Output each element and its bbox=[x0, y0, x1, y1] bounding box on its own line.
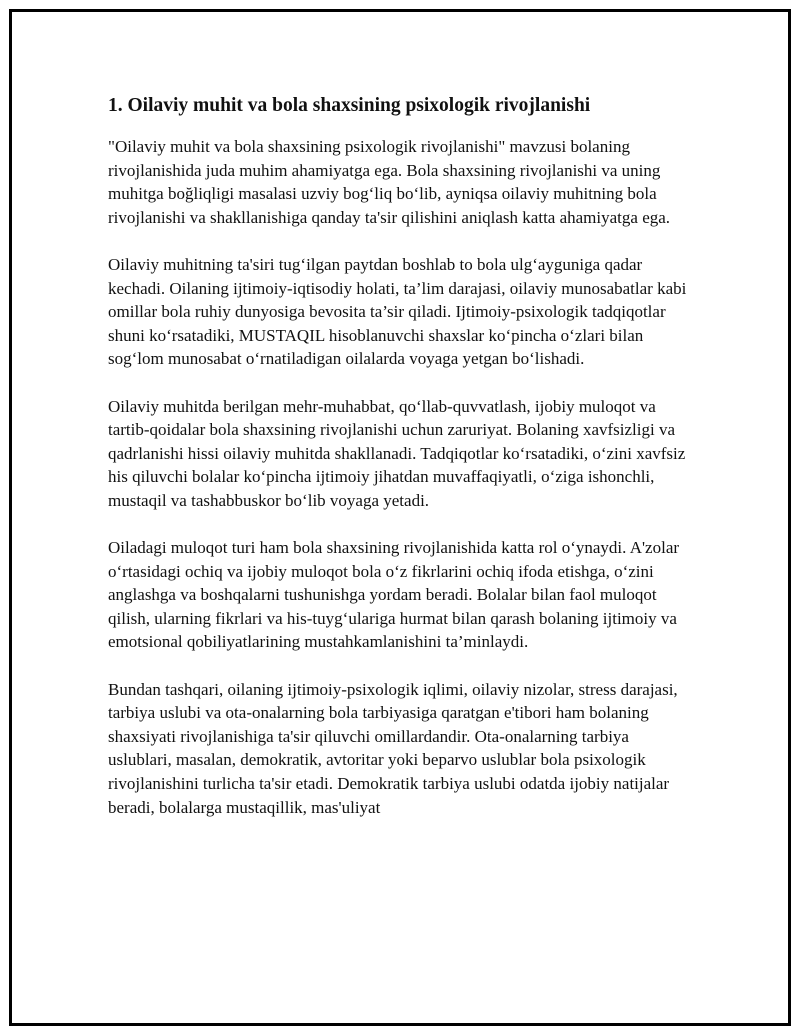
paragraph-communication: Oiladagi muloqot turi ham bola shaxsining rivojlanishida katta rol o‘ynaydi. A'zolar o‘rtasidagi ochiq va ijobiy muloqot bola o‘z fikrlarini ochiq ifoda etishga, o‘zini anglashga va boshqalarni tushunishga yordam beradi. Bolalar bilan faol muloqot qilish, ularning fikrlari va his-tuyg‘ulariga hurmat bilan qarash bolaning ijtimoiy va emotsional qobiliyatlarining mustahkamlanishini ta’minlaydi. bbox=[108, 538, 680, 652]
section-heading: 1. Oilaviy muhit va bola shaxsining psixologik rivojlanishi bbox=[108, 95, 591, 116]
paragraph-family-influence: Oilaviy muhitning ta'siri tug‘ilgan paytdan boshlab to bola ulg‘ayguniga qadar kechadi. Oilaning ijtimoiy-iqtisodiy holati, ta’lim darajasi, oilaviy munosabatlar kabi omillar bola ruhiy dunyosiga bevosita ta’sir qiladi. Ijtimoiy-psixologik tadqiqotlar shuni ko‘rsatadiki, MUSTAQIL hisoblanuvchi shaxslar ko‘pincha o‘zlari bilan sog‘lom munosabat o‘rnatiladigan oilalarda voyaga yetgan bo‘lishadi. bbox=[108, 254, 687, 369]
paragraph-intro: "Oilaviy muhit va bola shaxsining psixologik rivojlanishi" mavzusi bolaning rivojlanishida juda muhim ahamiyatga ega. Bola shaxsining rivojlanishi va uning muhitga boğliqligi masalasi uzviy bog‘liq bo‘lib, ayniqsa oilaviy muhitning bola rivojlanishi va shakllanishiga qanday ta'sir qilishini aniqlash katta ahamiyatga ega. bbox=[108, 137, 671, 227]
paragraph-parenting-styles: Bundan tashqari, oilaning ijtimoiy-psixologik iqlimi, oilaviy nizolar, stress darajasi, tarbiya uslubi va ota-onalarning bola tarbiyasiga qaratgan e'tibori ham bolaning shaxsiyati rivojlanishiga ta'sir qiluvchi omillardandir. Ota-onalarning tarbiya uslublari, masalan, demokratik, avtoritar yoki beparvo uslublar bola psixologik rivojlanishini turlicha ta'sir etadi. Demokratik tarbiya uslubi odatda ijobiy natijalar beradi, bolalarga mustaqillik, mas'uliyat bbox=[108, 679, 678, 817]
paragraph-love-support: Oilaviy muhitda berilgan mehr-muhabbat, qo‘llab-quvvatlash, ijobiy muloqot va tartib-qoidalar bola shaxsining rivojlanishi uchun zaruriyat. Bolaning xavfsizligi va qadrlanishi hissi oilaviy muhitda shakllanadi. Tadqiqotlar ko‘rsatadiki, o‘zini xavfsiz his qiluvchi bolalar ko‘pincha ijtimoiy jihatdan muvaffaqiyatli, o‘ziga ishonchli, mustaqil va tashabbuskor bo‘lib voyaga yetadi. bbox=[108, 396, 686, 510]
document-body bbox=[108, 92, 688, 843]
